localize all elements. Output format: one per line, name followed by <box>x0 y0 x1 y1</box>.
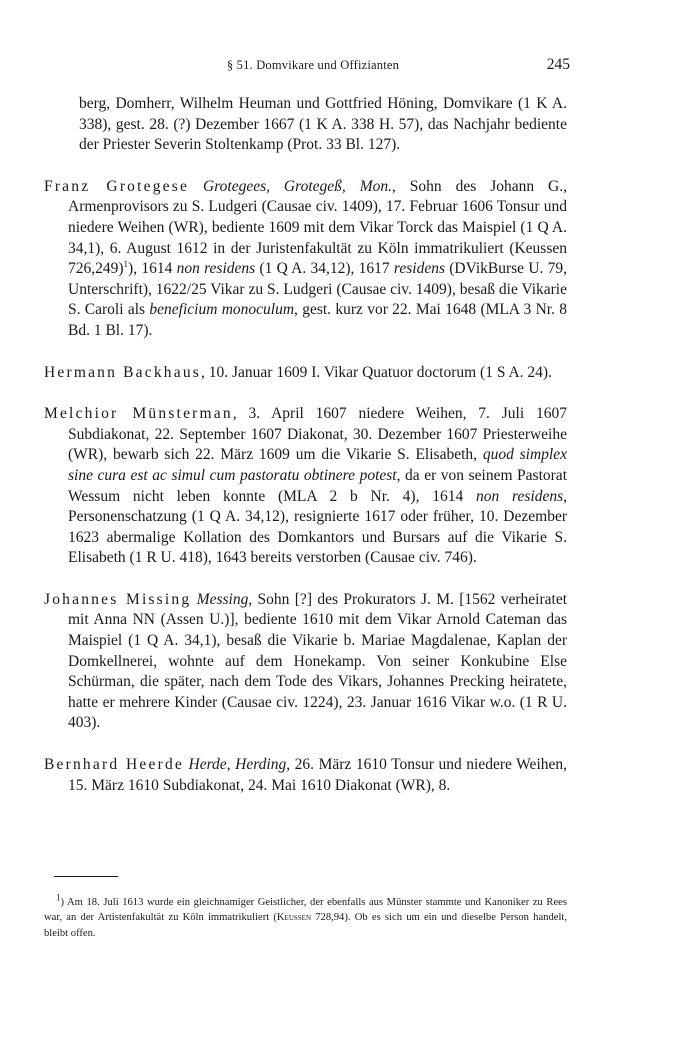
entry-text: , da er von seinem Pastorat Wessum nicht leben konnte (MLA 2 b Nr. 4), 1614 <box>68 466 567 505</box>
latin-term: non residens <box>176 260 256 278</box>
footnote <box>44 892 567 942</box>
name-variants: Herde, Herding <box>188 756 287 774</box>
running-title: § 51. Domvikare und Offizianten <box>226 58 400 72</box>
entry-hermann-backhaus <box>44 363 567 384</box>
entry-text: berg, Domherr, Wilhelm Heuman und Gottfried Höning, Domvikare (1 K A. 338), gest. 28. (?) Dezember 1667 (1 K A. 338 H. 57), das Nachjahr bediente der Priester Severin Stoltenkamp (Prot. 33 Bl. 127). <box>79 95 567 154</box>
entry-text: , gest. kurz vor 22. Mai 1648 (MLA 3 Nr. 8 Bd. 1 Bl. 17). <box>68 301 568 339</box>
page-header <box>0 56 700 78</box>
footnote-mark: 1 <box>56 892 61 903</box>
name-variants: Messing <box>196 590 249 608</box>
entry-text: , Sohn [?] des Prokurators J. M. [1562 verheiratet mit Anna NN (Assen U.)], bediente 1610 mit dem Vikar Arnold Cateman das Maispiel (1 Q A. 34,1), besaß die Vikarie b. Mariae Magdalenae, Kaplan der Domkellnerei, wohnte auf dem Honekamp. Von seiner Konkubine Else Schürman, die später, nach dem Tode des Vikars, Johannes Precking heiratete, hatte er mehrere Kinder (Causae civ. 1224), 23. Januar 1616 Vikar w.o. (1 R U. 403). <box>68 590 568 732</box>
footnote-text: ) Am 18. Juli 1613 wurde ein gleichnamiger Geistlicher, der ebenfalls aus Münster stammte und Kanoniker zu Rees war, an der Artistenfakultät zu Köln immatrikuliert ( <box>44 896 567 924</box>
main-text <box>44 94 567 796</box>
entry-text: , Personenschatzung (1 Q A. 34,12), resignierte 1617 oder früher, 10. Dezember 1623 abermalige Kollation des Domkantors und Bursars auf die Vikarie S. Elisabeth (1 R U. 418), 1643 bereits verstorben (Causae civ. 746). <box>68 487 567 567</box>
latin-term: residens <box>393 260 445 278</box>
person-name: Johannes Missing <box>44 590 192 608</box>
latin-term: non residens <box>476 487 564 505</box>
footnote-text: 728,94). Ob es sich um ein und dieselbe Person handelt, bleibt offen. <box>44 912 567 939</box>
entry-continuation <box>44 94 567 156</box>
entry-text: ), 1614 <box>128 260 177 278</box>
entry-text: (DVikBurse U. 79, Unterschrift), 1622/25 Vikar zu S. Ludgeri (Causae civ. 1409), besaß die Vikarie S. Caroli als <box>68 260 568 319</box>
person-name: Melchior Münsterman <box>44 405 233 423</box>
footnote-reference: 1 <box>123 259 129 269</box>
entry-franz-grotegese <box>44 177 567 342</box>
entry-text: (1 Q A. 34,12), 1617 <box>255 260 394 278</box>
footnote-divider <box>54 876 118 877</box>
entry-melchior-muensterman <box>44 404 567 569</box>
person-name: Hermann Backhaus <box>44 363 202 381</box>
entry-johannes-missing <box>44 590 567 734</box>
name-variants: Grotegees, Grotegeß, Mon. <box>203 177 392 195</box>
entry-text: , 3. April 1607 niedere Weihen, 7. Juli 1607 Subdiakonat, 22. September 1607 Diakonat, 30. Dezember 1607 Priesterweihe (WR), bewarb sich 22. März 1609 um die Vikarie S. Elisabeth, <box>68 405 567 464</box>
latin-quotation: quod simplex sine cura est ac simul cum pastoratu obtinere potest <box>68 446 567 484</box>
entry-bernhard-heerde <box>44 755 567 796</box>
entry-text: , 26. März 1610 Tonsur und niedere Weihen, 15. März 1610 Subdiakonat, 24. Mai 1610 Diakonat (WR), 8. <box>68 756 567 794</box>
page-number: 245 <box>546 56 570 73</box>
latin-term: beneficium monoculum <box>149 301 295 319</box>
person-name: Franz Grotegese <box>44 177 190 195</box>
entry-text: , 10. Januar 1609 I. Vikar Quatuor doctorum (1 S A. 24). <box>201 363 552 381</box>
footnote-source: Keussen <box>276 912 312 924</box>
person-name: Bernhard Heerde <box>44 756 184 774</box>
entry-text: , Sohn des Johann G., Armenprovisors zu S. Ludgeri (Causae civ. 1409), 17. Februar 1606 Tonsur und niedere Weihen (WR), bediente 1609 mit dem Vikar Torck das Maispiel (1 Q A. 34,1), 6. August 1612 in der Juristenfakultät zu Köln immatrikuliert (Keussen 726,249) <box>68 177 567 278</box>
